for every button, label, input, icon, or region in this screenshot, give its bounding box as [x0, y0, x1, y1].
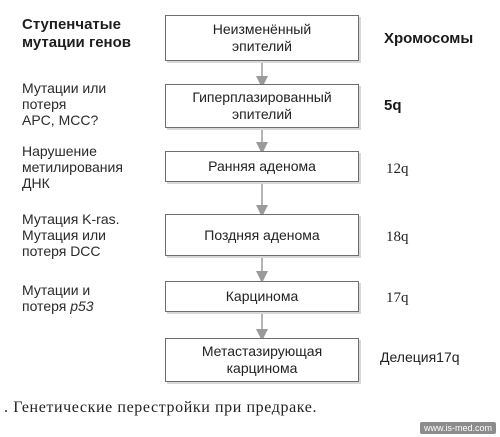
- stage-label: Поздняя аденома: [204, 226, 320, 243]
- chromosome-5q: 5q: [384, 97, 402, 114]
- stage-metastatic-carcinoma: [165, 338, 359, 382]
- chromosome-deletion-17q: Делеция17q: [380, 349, 460, 365]
- watermark: www.is-med.com: [420, 422, 496, 434]
- stage-label: Ранняя аденома: [208, 158, 316, 174]
- stage-label: Метастазирующая карцинома: [201, 343, 323, 376]
- mutation-kras-dcc: Мутация K-ras. Мутация или потеря DCC: [22, 211, 120, 259]
- stage-normal-epithelium: [165, 15, 359, 61]
- stage-label: Гиперплазированный эпителий: [192, 89, 332, 122]
- stage-early-adenoma: [165, 151, 359, 182]
- mutation-p53-prefix: Мутации и потеря: [22, 282, 91, 314]
- chromosome-12q: 12q: [386, 161, 409, 177]
- stage-label: Неизменённый эпителий: [212, 21, 312, 54]
- mutation-apc-mcc: Мутации или потеря APC, MCC?: [22, 80, 107, 128]
- figure-caption: . Генетические перестройки при предраке.: [4, 399, 318, 416]
- mutation-dna-methylation: Нарушение метилирования ДНК: [22, 143, 123, 191]
- stage-label: Карцинома: [225, 288, 299, 304]
- stage-hyperplastic-epithelium: [165, 84, 359, 128]
- mutation-p53: [22, 282, 94, 314]
- stage-carcinoma: [165, 281, 359, 312]
- gene-p53: p53: [70, 298, 94, 314]
- chromosome-18q: 18q: [386, 229, 409, 245]
- chromosome-17q: 17q: [386, 290, 409, 306]
- stage-late-adenoma: [165, 214, 359, 256]
- chromosomes-column-title: Хромосомы: [384, 30, 474, 47]
- mutations-column-title: Ступенчатые мутации генов: [22, 16, 131, 51]
